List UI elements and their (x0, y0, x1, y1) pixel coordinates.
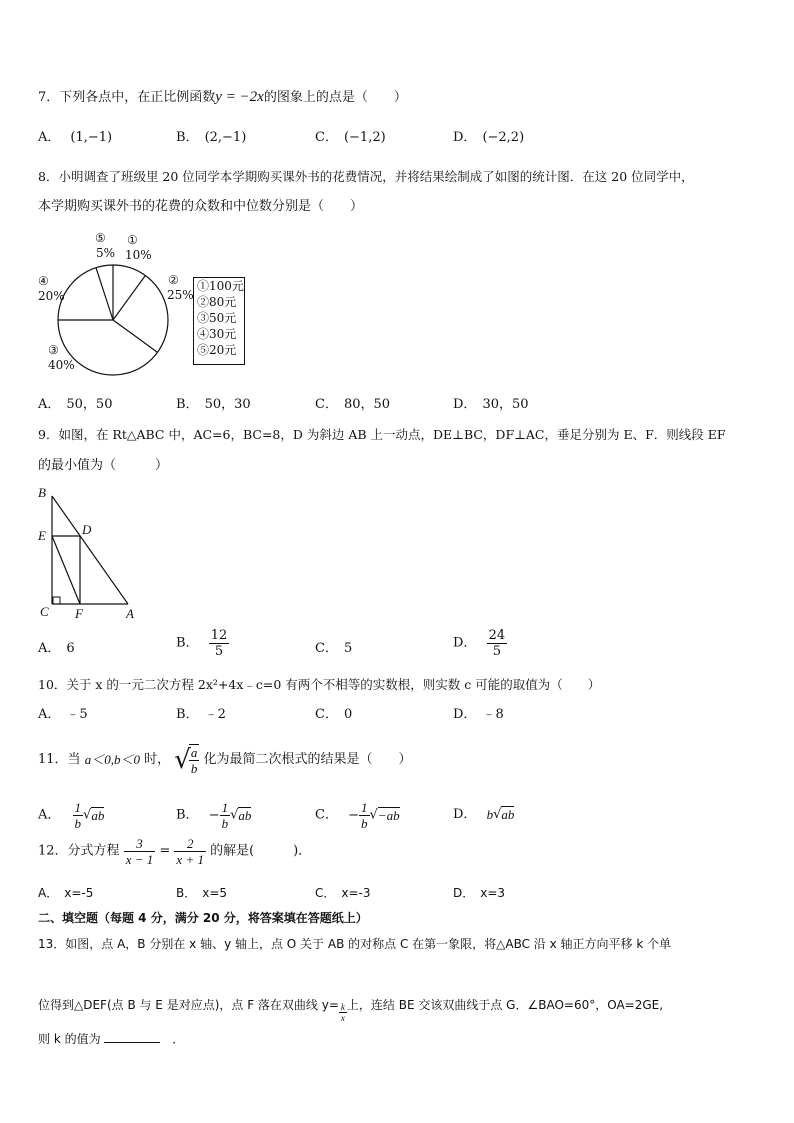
fig-label-b: B (38, 485, 46, 500)
q10-stem: 10．关于 x 的一元二次方程 2x²+4x﹣c=0 有两个不相等的实数根，则实数 c 可能的取值为（ ） (38, 677, 601, 692)
legend-item: ③50元 (197, 311, 237, 325)
q12-option-a: A． x=-5 (38, 886, 94, 900)
q10-option-a: A． ﹣5 (38, 707, 88, 722)
q13-stem-line1: 13．如图，点 A，B 分别在 x 轴、y 轴上，点 O 关于 AB 的对称点 C 在第一象限，将△ABC 沿 x 轴正方向平移 k 个单 (38, 937, 672, 951)
fig-label-f: F (75, 606, 83, 621)
q8-option-c: C． 80，50 (315, 397, 391, 412)
q10-option-b: B． ﹣2 (176, 707, 226, 722)
q9-option-b: B． $\frac{12}{5}$ (176, 628, 228, 659)
q10-option-d: D． ﹣8 (453, 707, 504, 722)
q7-stem: 7．下列各点中，在正比例函数y = −2x的图象上的点是（ ） (38, 89, 407, 105)
q8-option-d: D． 30，50 (453, 397, 529, 412)
q13-stem-line3: 则 k 的值为 ． (38, 1032, 185, 1046)
segment-ef (52, 536, 80, 604)
legend-item: ④30元 (197, 327, 237, 341)
q7-option-a: A． (1,−1) (38, 130, 113, 145)
q8-option-a: A． 50，50 (38, 397, 113, 412)
q12-stem: 12．分式方程 $\frac{3}{x - 1}$ = $\frac{2}{x + 1}$ 的解是( )． (38, 836, 312, 867)
pie-label-1-percent: 10% (125, 248, 152, 262)
legend-item: ②80元 (197, 295, 237, 309)
pie-label-4-percent: 20% (38, 289, 65, 303)
frac-denominator: 5 (492, 644, 501, 659)
pie-label-4-marker: ④ (38, 274, 49, 288)
q9-stem-line1: 9．如图，在 Rt△ABC 中，AC=6，BC=8，D 为斜边 AB 上一动点，DE⊥BC，DF⊥AC，垂足分别为 E、F．则线段 EF (38, 427, 726, 442)
q7-option-d: D． (−2,2) (453, 130, 525, 145)
pie-label-2-marker: ② (168, 273, 179, 287)
segment-ab (52, 496, 128, 604)
frac-denominator: 5 (214, 644, 224, 659)
q7-option-b: B． (2,−1) (176, 130, 247, 145)
q8-option-b: B． 50，30 (176, 397, 251, 412)
q12-option-b: B． x=5 (176, 886, 228, 900)
q11-option-b: B． − $\frac{1}{b}$ √ab (176, 800, 252, 831)
q9-triangle-figure (34, 484, 144, 620)
answer-blank[interactable] (104, 1030, 160, 1043)
radical-expression: √ $\frac{a}{b}$ (174, 745, 198, 776)
section-title: 二、填空题（每题 4 分，满分 20 分，将答案填在答题纸上） (38, 911, 368, 925)
q11-option-a: A． $\frac{1}{b}$ √ab (38, 800, 105, 831)
q9-stem-line2: 的最小值为（ ） (38, 458, 169, 473)
fig-label-d: D (82, 522, 92, 537)
pie-label-5-percent: 5% (96, 246, 116, 260)
q13-stem-line2: 位得到△DEF(点 B 与 E 是对应点)，点 F 落在双曲线 y= $\frac{k}{x}$ 上，连结 BE 交该双曲线于点 G．∠BAO=60°，OA=2GE, (38, 998, 664, 1023)
pie-label-3-percent: 40% (48, 358, 75, 372)
frac-numerator: 12 (210, 628, 228, 643)
pie-label-1-marker: ① (127, 233, 138, 247)
q9-option-c: C． 5 (315, 641, 353, 656)
fig-label-e: E (38, 528, 46, 543)
q11-option-d: D． b√ab (453, 807, 515, 822)
legend-item: ①100元 (197, 279, 244, 293)
pie-label-2-percent: 25% (167, 288, 194, 302)
q9-option-d: D． $\frac{24}{5}$ (453, 628, 506, 659)
pie-label-3-marker: ③ (48, 343, 59, 357)
right-angle-mark (53, 597, 60, 604)
legend-item: ⑤20元 (197, 343, 237, 357)
q7-option-c: C． (−1,2) (315, 130, 386, 145)
q8-pie-legend (193, 277, 245, 365)
q11-stem: 11．当 a＜0,b＜0 时， √ $\frac{a}{b}$ 化为最简二次根式的结果是（ ） (38, 745, 412, 776)
q8-stem-line1: 8．小明调查了班级里 20 位同学本学期购买课外书的花费情况，并将结果绘制成了如图的统计图．在这 20 位同学中， (38, 169, 694, 184)
fig-label-c: C (40, 604, 49, 619)
q12-option-d: D． x=3 (453, 886, 506, 900)
q11-option-c: C． − $\frac{1}{b}$ √−ab (315, 800, 400, 831)
pie-label-5-marker: ⑤ (95, 231, 106, 245)
q12-option-c: C． x=-3 (315, 886, 371, 900)
fig-label-a: A (126, 606, 134, 621)
frac-numerator: 24 (488, 628, 506, 643)
q10-option-c: C． 0 (315, 707, 353, 722)
q8-stem-line2: 本学期购买课外书的花费的众数和中位数分别是（ ） (38, 199, 364, 214)
q9-option-a: A． 6 (38, 641, 75, 656)
